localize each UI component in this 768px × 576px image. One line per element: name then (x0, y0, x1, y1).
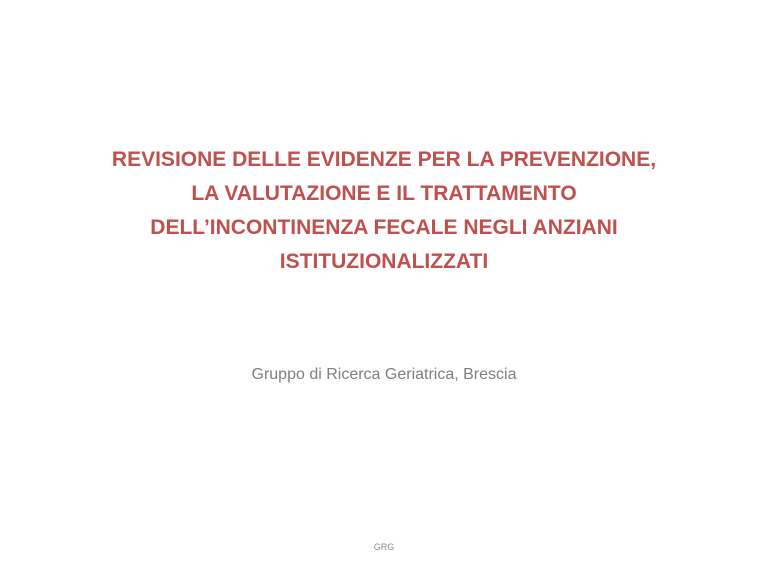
title-line-4: ISTITUZIONALIZZATI (279, 250, 489, 273)
title-line-1: REVISIONE DELLE EVIDENZE PER LA PREVENZIONE, (111, 148, 657, 171)
slide-title (40, 143, 728, 279)
slide-subtitle: Gruppo di Ricerca Geriatrica, Brescia (251, 366, 517, 383)
title-line-3: DELL’INCONTINENZA FECALE NEGLI ANZIANI (150, 216, 618, 239)
slide-footer: GRG (373, 542, 395, 552)
title-line-2: LA VALUTAZIONE E IL TRATTAMENTO (191, 182, 577, 205)
